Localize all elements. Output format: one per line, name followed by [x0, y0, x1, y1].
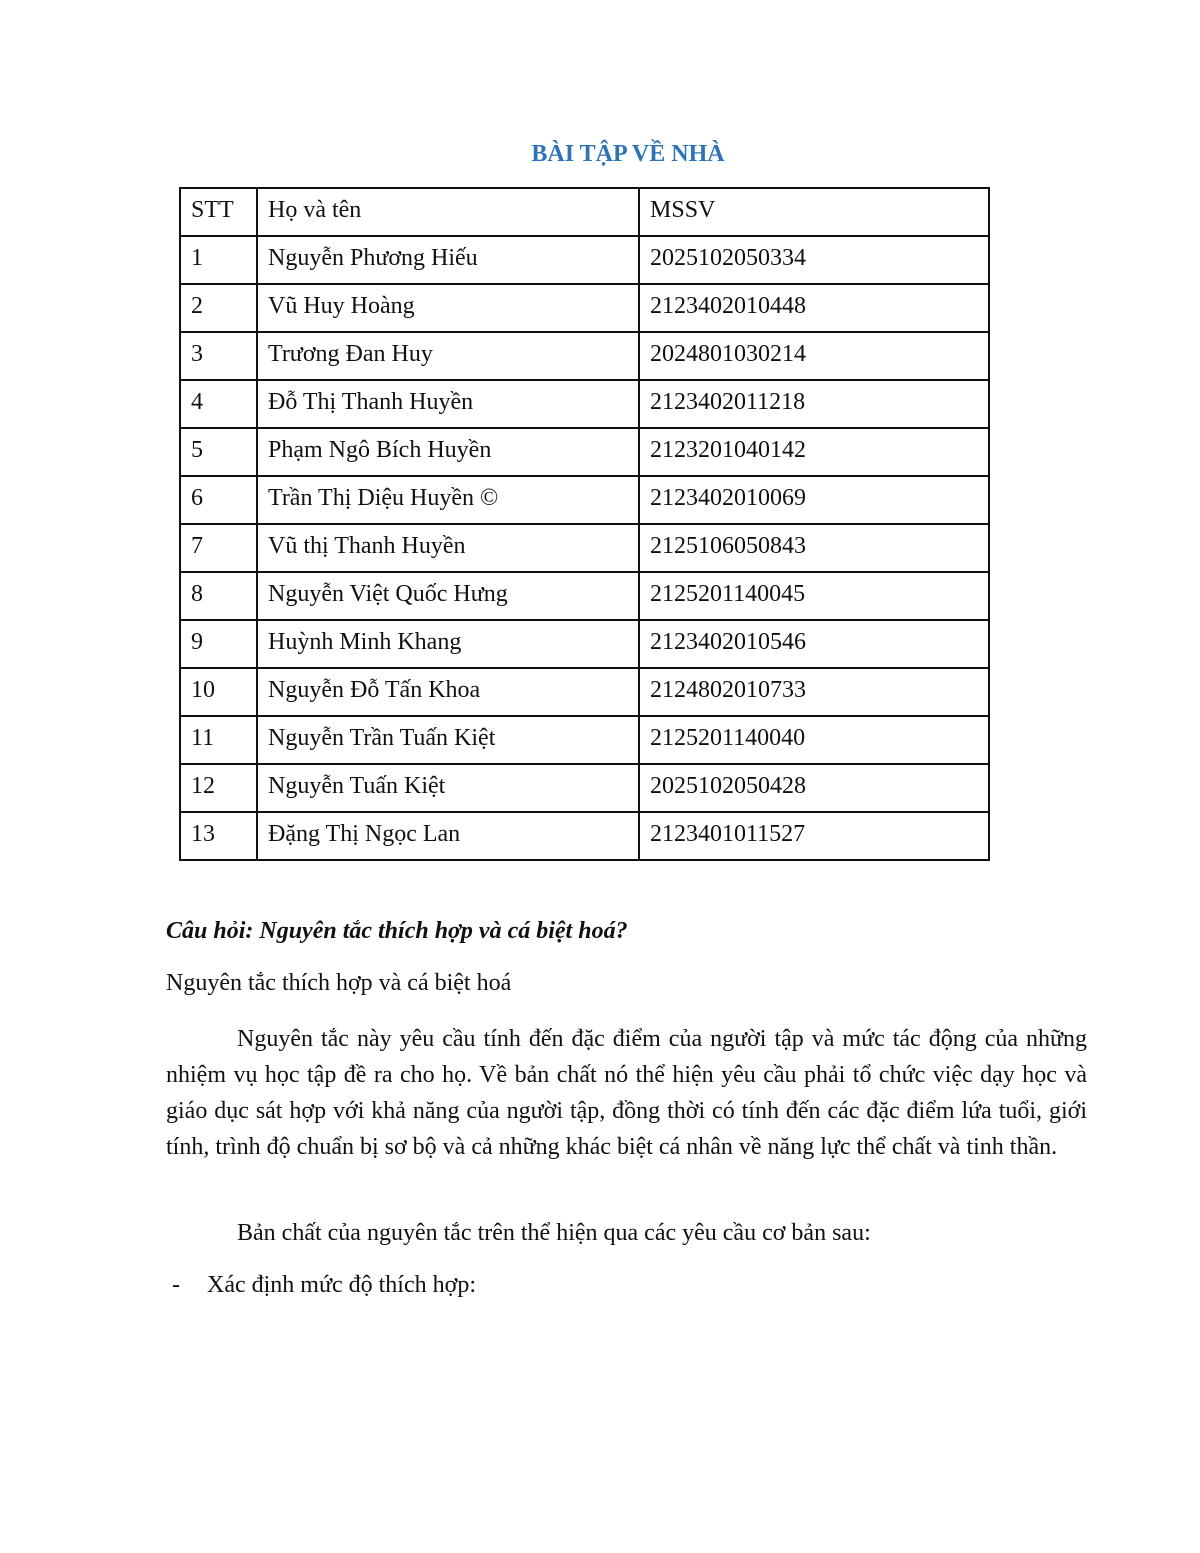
table-row — [180, 716, 989, 764]
cell-stt: 1 — [180, 236, 257, 284]
header-name: Họ và tên — [257, 188, 639, 236]
cell-stt: 5 — [180, 428, 257, 476]
table-row — [180, 236, 989, 284]
question-heading: Câu hỏi: Nguyên tắc thích hợp và cá biệt hoá? — [166, 918, 628, 944]
cell-stt: 9 — [180, 620, 257, 668]
table-body — [180, 236, 989, 860]
cell-stt: 7 — [180, 524, 257, 572]
cell-name: Trần Thị Diệu Huyền © — [257, 476, 639, 524]
cell-mssv: 2125201140045 — [639, 572, 989, 620]
body-paragraph: Nguyên tắc này yêu cầu tính đến đặc điểm của người tập và mức tác động của những nhiệm vụ học tập đề ra cho họ. Về bản chất nó thể hiện yêu cầu phải tổ chức việc dạy học và giáo dục sát hợp với khả năng của người tập, đồng thời có tính đến các đặc điểm lứa tuổi, giới tính, trình độ chuẩn bị sơ bộ và cả những khác biệt cá nhân về năng lực thể chất và tinh thần. — [166, 1026, 1087, 1160]
cell-name: Đỗ Thị Thanh Huyền — [257, 380, 639, 428]
cell-stt: 3 — [180, 332, 257, 380]
cell-stt: 8 — [180, 572, 257, 620]
table-row — [180, 620, 989, 668]
cell-stt: 6 — [180, 476, 257, 524]
section-subheading: Nguyên tắc thích hợp và cá biệt hoá — [166, 970, 512, 996]
cell-mssv: 2123402010546 — [639, 620, 989, 668]
bullet-item — [172, 1272, 476, 1299]
cell-mssv: 2125106050843 — [639, 524, 989, 572]
document-title: BÀI TẬP VỀ NHÀ — [531, 141, 725, 167]
cell-stt: 12 — [180, 764, 257, 812]
cell-name: Vũ Huy Hoàng — [257, 284, 639, 332]
table-row — [180, 428, 989, 476]
table-row — [180, 476, 989, 524]
table-row — [180, 812, 989, 860]
cell-stt: 10 — [180, 668, 257, 716]
cell-name: Huỳnh Minh Khang — [257, 620, 639, 668]
header-mssv: MSSV — [639, 188, 989, 236]
cell-name: Nguyễn Phương Hiếu — [257, 236, 639, 284]
cell-name: Vũ thị Thanh Huyền — [257, 524, 639, 572]
bullet-marker: - — [172, 1272, 180, 1298]
header-stt: STT — [180, 188, 257, 236]
cell-name: Phạm Ngô Bích Huyền — [257, 428, 639, 476]
student-table — [179, 187, 990, 861]
cell-stt: 13 — [180, 812, 257, 860]
cell-name: Đặng Thị Ngọc Lan — [257, 812, 639, 860]
cell-mssv: 2123201040142 — [639, 428, 989, 476]
cell-mssv: 2123402010448 — [639, 284, 989, 332]
cell-mssv: 2123402011218 — [639, 380, 989, 428]
table-row — [180, 284, 989, 332]
cell-mssv: 2125201140040 — [639, 716, 989, 764]
table-row — [180, 668, 989, 716]
bullet-text: Xác định mức độ thích hợp: — [207, 1272, 476, 1298]
cell-name: Nguyễn Tuấn Kiệt — [257, 764, 639, 812]
table-row — [180, 524, 989, 572]
table-row — [180, 572, 989, 620]
cell-name: Trương Đan Huy — [257, 332, 639, 380]
cell-name: Nguyễn Việt Quốc Hưng — [257, 572, 639, 620]
cell-stt: 11 — [180, 716, 257, 764]
cell-name: Nguyễn Đỗ Tấn Khoa — [257, 668, 639, 716]
cell-mssv: 2025102050334 — [639, 236, 989, 284]
cell-stt: 2 — [180, 284, 257, 332]
table-row — [180, 764, 989, 812]
cell-mssv: 2025102050428 — [639, 764, 989, 812]
table-header-row — [180, 188, 989, 236]
cell-stt: 4 — [180, 380, 257, 428]
cell-mssv: 2124802010733 — [639, 668, 989, 716]
cell-mssv: 2123402010069 — [639, 476, 989, 524]
table-row — [180, 380, 989, 428]
table-row — [180, 332, 989, 380]
body-paragraph-2: Bản chất của nguyên tắc trên thể hiện qua các yêu cầu cơ bản sau: — [237, 1220, 871, 1246]
cell-mssv: 2024801030214 — [639, 332, 989, 380]
cell-mssv: 2123401011527 — [639, 812, 989, 860]
cell-name: Nguyễn Trần Tuấn Kiệt — [257, 716, 639, 764]
